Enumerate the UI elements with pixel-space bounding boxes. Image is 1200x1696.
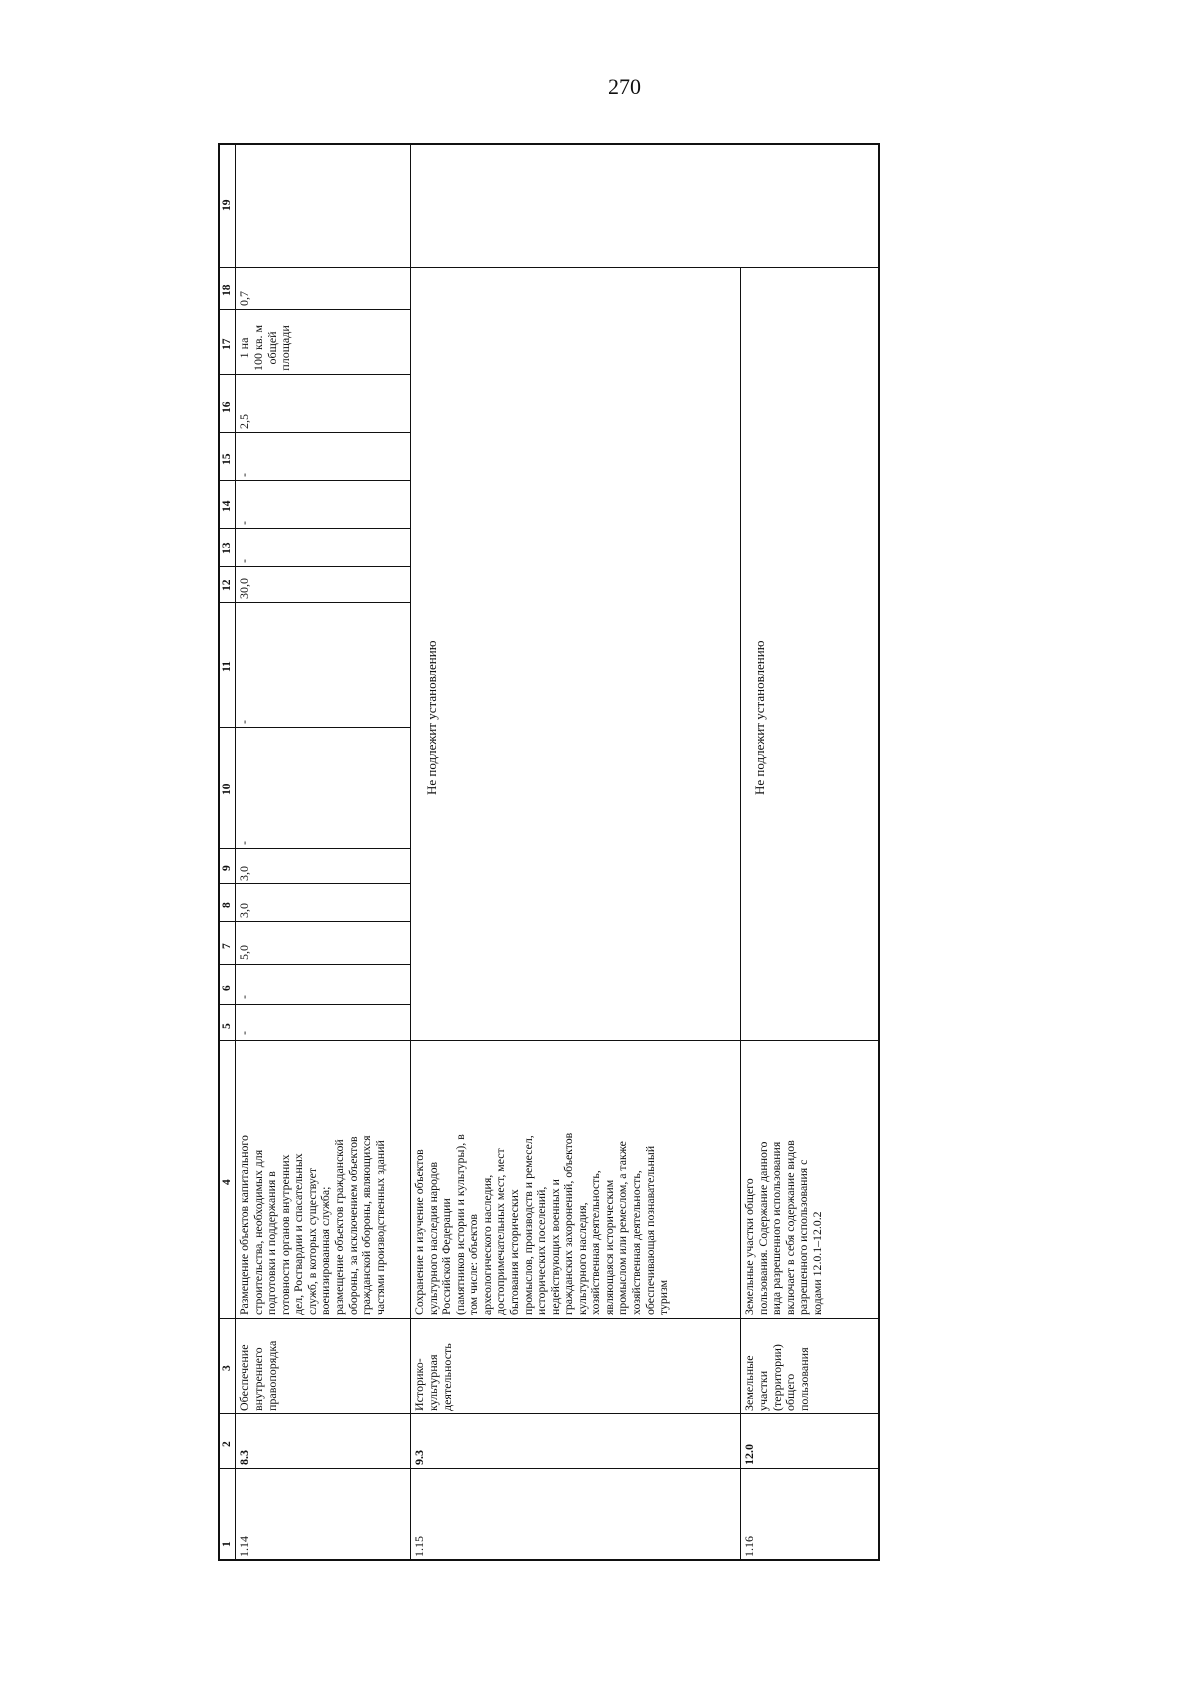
- row-number: 1.14: [237, 1536, 251, 1557]
- row-description: Земельные участки общего пользования. Содержание данного вида разрешенного использования включает в себя содержание видов разрешенного использования с кодами 12.0.1–12.0.2: [742, 1140, 824, 1315]
- col-divider: [220, 267, 878, 268]
- cell-7: 5,0: [237, 945, 251, 960]
- col-divider: [220, 1468, 878, 1469]
- row-code: 12.0: [742, 1444, 756, 1465]
- cell-14: -: [237, 521, 251, 525]
- header-cell: 19: [221, 199, 233, 211]
- col-divider: [220, 528, 410, 529]
- col-divider: [220, 309, 410, 310]
- cell-10: -: [237, 841, 251, 845]
- header-cell: 16: [221, 401, 233, 413]
- cell-8: 3,0: [237, 903, 251, 918]
- cell-18: 0,7: [237, 291, 251, 306]
- header-cell: 8: [221, 902, 233, 908]
- header-cell: 15: [221, 453, 233, 465]
- header-cell: 3: [221, 1365, 233, 1371]
- col-divider: [220, 727, 410, 728]
- col-divider: [220, 374, 410, 375]
- row-name: Земельные участки (территории) общего пользования: [742, 1344, 812, 1411]
- col-divider: [220, 1318, 878, 1319]
- row-number: 1.15: [412, 1536, 426, 1557]
- cell-16: 2,5: [237, 414, 251, 429]
- row-divider: [410, 267, 411, 1559]
- row-code: 8.3: [237, 1450, 251, 1465]
- header-cell: 12: [221, 579, 233, 591]
- header-cell: 18: [221, 284, 233, 296]
- header-cell: 11: [221, 661, 233, 672]
- cell-6: -: [237, 995, 251, 999]
- header-cell: 4: [221, 1179, 233, 1185]
- col-divider: [220, 602, 410, 603]
- merged-note: Не подлежит установлению: [752, 640, 767, 795]
- cell-9: 3,0: [237, 866, 251, 881]
- col-divider: [220, 964, 410, 965]
- row-description: Сохранение и изучение объектов культурного наследия народов Российской Федерации (памятников истории и культуры), в том числе: объектов археологического наследия, достопримечательных мест, мест бытования исторических промыслов, производств и ремесел, исторических поселений, недействующих военных и гражданских захоронений, объектов культурного наследия, хозяйственная деятельность, являющаяся историческим промыслом или ремеслом, а также хозяйственная деятельность, обеспечивающая познавательный туризм: [412, 1132, 671, 1315]
- regulations-table: [218, 143, 880, 1561]
- cell-5: -: [237, 1031, 251, 1035]
- col-divider: [220, 921, 410, 922]
- col-divider: [220, 1040, 878, 1041]
- header-cell: 2: [221, 1441, 233, 1447]
- cell-13: -: [237, 559, 251, 563]
- header-cell: 14: [221, 500, 233, 512]
- row-code: 9.3: [412, 1450, 426, 1465]
- header-cell: 5: [221, 1023, 233, 1029]
- header-cell: 9: [221, 865, 233, 871]
- header-cell: 17: [221, 338, 233, 350]
- header-cell: 13: [221, 542, 233, 554]
- col-divider: [220, 1004, 410, 1005]
- col-divider: [220, 1413, 878, 1414]
- header-cell: 6: [221, 985, 233, 991]
- cell-11: -: [237, 720, 251, 724]
- row-divider: [740, 267, 741, 1559]
- cell-12: 30,0: [237, 578, 251, 599]
- col-divider: [220, 480, 410, 481]
- header-row-divider: [235, 145, 236, 1559]
- row-name: Историко- культурная деятельность: [412, 1343, 454, 1411]
- page-number: 270: [608, 74, 641, 99]
- row-name: Обеспечение внутреннего правопорядка: [237, 1340, 279, 1411]
- col-divider: [220, 432, 410, 433]
- cell-15: -: [237, 473, 251, 477]
- col-divider: [220, 566, 410, 567]
- col-divider: [220, 848, 410, 849]
- header-cell: 10: [221, 783, 233, 795]
- row-number: 1.16: [742, 1536, 756, 1557]
- header-cell: 1: [221, 1541, 233, 1547]
- col-divider: [220, 883, 410, 884]
- merged-note: Не подлежит установлению: [424, 640, 439, 795]
- header-cell: 7: [221, 943, 233, 949]
- cell-17: 1 на 100 кв. м общей площади: [237, 324, 293, 371]
- row-description: Размещение объектов капитального строительства, необходимых для подготовки и поддержания в готовности органов внутренних дел, Росгвардии и спасательных служб, в которых существует военизированная служба; размещение объектов гражданской обороны, за исключением объектов гражданской обороны, являющихся частями производственных зданий: [237, 1135, 387, 1315]
- row-divider: [410, 145, 411, 267]
